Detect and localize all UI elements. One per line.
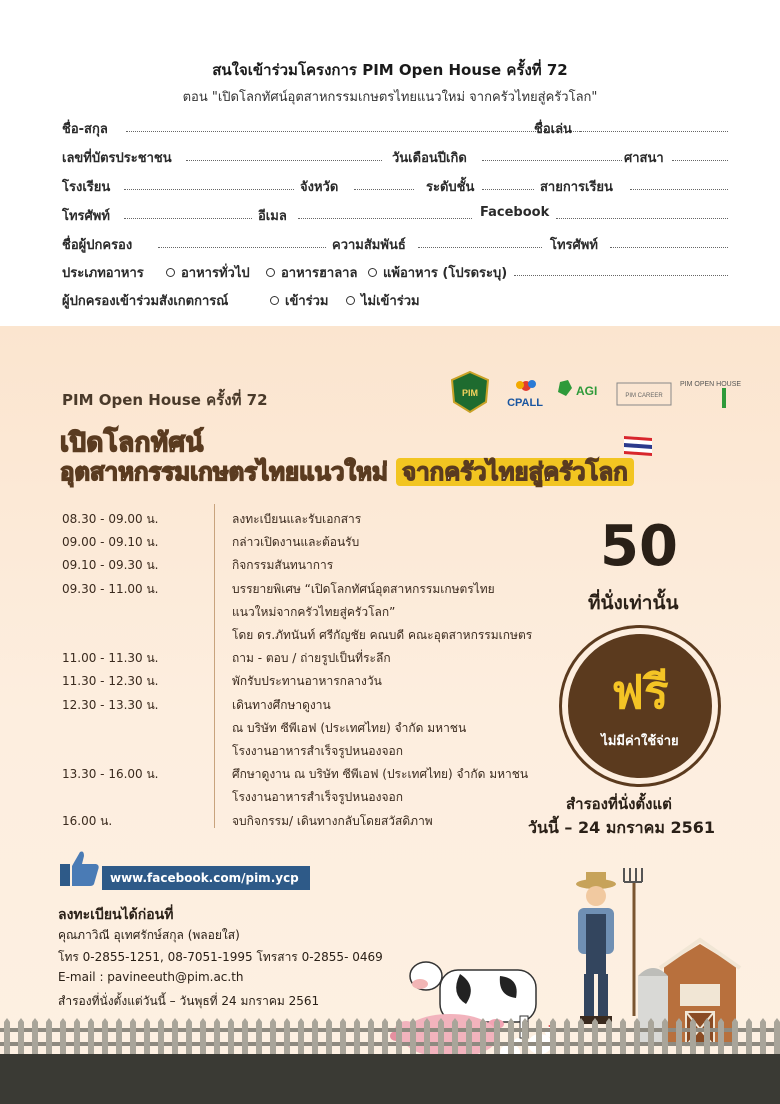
school-label: โรงเรียน [62,180,111,195]
free-badge-title: ฟรี [611,665,669,719]
agi-logo-icon [554,378,610,408]
schedule-time: 12.30 - 13.30 น. [62,697,159,712]
fence-post [648,1018,654,1056]
fence-post [522,1018,528,1056]
fence-post [438,1018,444,1056]
svg-text:AGI: AGI [576,384,598,398]
parent-label: ชื่อผู้ปกครอง [62,238,133,253]
seats-number: 50 [600,514,678,579]
facebook-link[interactable]: www.facebook.com/pim.ycp [102,866,310,890]
fence-post [186,1018,192,1056]
fence-post [340,1018,346,1056]
event-name: PIM Open House ครั้งที่ 72 [62,391,268,409]
fence-post [32,1018,38,1056]
fence-post [592,1018,598,1056]
fence-post [760,1018,766,1056]
radio-circle-icon [368,268,377,277]
fence-post [662,1018,668,1056]
fence-post [382,1018,388,1056]
radio-circle-icon [266,268,275,277]
schedule-time: 09.30 - 11.00 น. [62,581,159,596]
schedule-activity: กล่าวเปิดงานและต้อนรับ [232,535,360,550]
religion-field[interactable] [672,159,728,161]
fence-post [46,1018,52,1056]
headline-sub-part1: อุตสาหกรรมเกษตรไทยแนวใหม่ [60,458,388,486]
schedule-time: 16.00 น. [62,813,113,828]
free-badge [562,628,718,784]
headline-sub-highlight: จากครัวไทยสู่ครัวโลก [396,458,634,486]
email-label: อีเมล [258,209,287,224]
schedule-activity: ถาม - ตอบ / ถ่ายรูปเป็นที่ระลึก [232,651,391,666]
id-field[interactable] [186,159,382,161]
reserve-line-1: สำรองที่นั่งตั้งแต่ [566,795,672,813]
schedule-activity: โดย ดร.ภัทนันท์ ศรีกัญชัย คณบดี คณะอุตสาหกรรมเกษตร [232,628,533,642]
parent-phone-label: โทรศัพท์ [550,238,598,253]
birthdate-field[interactable] [482,159,622,161]
fence-post [130,1018,136,1056]
fence-post [746,1018,752,1056]
radio-circle-icon [166,268,175,277]
grade-label: ระดับชั้น [426,180,475,195]
fence-post [18,1018,24,1056]
fence-post [200,1018,206,1056]
food-option-halal[interactable]: อาหารฮาลาล [266,262,357,283]
contact-email: E-mail : pavineeuth@pim.ac.th [58,970,244,984]
contact-name: คุณภาวิณี อุเทศรักษ์สกุล (พลอยใส) [58,928,240,942]
seats-text: ที่นั่งเท่านั้น [588,592,679,614]
radio-circle-icon [270,296,279,305]
schedule-time: 11.00 - 11.30 น. [62,651,159,666]
province-label: จังหวัด [300,180,339,195]
fence-post [284,1018,290,1056]
relation-field[interactable] [418,246,542,248]
fence-post [424,1018,430,1056]
email-field[interactable] [298,217,472,219]
fence-post [550,1018,556,1056]
facebook-label: Facebook [480,205,550,220]
name-field[interactable] [126,130,586,132]
fence-post [4,1018,10,1056]
fence-post [256,1018,262,1056]
thumbs-up-icon [58,848,102,888]
schedule-activity: ณ บริษัท ซีพีเอฟ (ประเทศไทย) จำกัด มหาชน [232,720,467,735]
schedule-activity: กิจกรรมสันทนาการ [232,558,334,573]
schedule-time: 08.30 - 09.00 น. [62,512,159,526]
form-row-parent [62,234,732,254]
fence-post [312,1018,318,1056]
fence-post [676,1018,682,1056]
food-option-allergy[interactable]: แพ้อาหาร (โปรดระบุ) [368,262,507,283]
registration-form [0,0,780,326]
contact-deadline: สำรองที่นั่งตั้งแต่วันนี้ – วันพุธที่ 24 มกราคม 2561 [58,994,320,1008]
headline-main: เปิดโลกทัศน์ [60,428,204,458]
contact-phone: โทร 0-2855-1251, 08-7051-1995 โทรสาร 0-2855- 0469 [58,950,383,964]
svg-text:PIM OPEN HOUSE: PIM OPEN HOUSE [680,381,742,388]
schedule-activity: พักรับประทานอาหารกลางวัน [232,674,382,689]
fence-post [144,1018,150,1056]
pim-open-house-logo-icon [678,372,742,416]
form-row-school [62,176,732,196]
fence-post [242,1018,248,1056]
schedule-activity: เดินทางศึกษาดูงาน [232,697,331,712]
cpall-logo-icon [500,376,550,412]
fence-post [704,1018,710,1056]
fence-post [774,1018,780,1056]
fence-post [368,1018,374,1056]
form-row-attend [62,290,732,310]
phone-field[interactable] [124,217,252,219]
form-title: สนใจเข้าร่วมโครงการ PIM Open House ครั้งที่ 72 [212,61,568,79]
fence-post [74,1018,80,1056]
facebook-field[interactable] [556,217,728,219]
relation-label: ความสัมพันธ์ [332,238,406,253]
ground [0,1054,780,1104]
fence-post [564,1018,570,1056]
fence-post [158,1018,164,1056]
pim-career-logo-icon [616,382,672,406]
fence-post [634,1018,640,1056]
thai-flag-icon [622,434,654,458]
religion-label: ศาสนา [624,151,664,166]
form-row-name [62,118,732,138]
form-row-id [62,147,732,167]
fence-post [270,1018,276,1056]
form-subtitle: ตอน "เปิดโลกทัศน์อุตสาหกรรมเกษตรไทยแนวใหม่ จากครัวไทยสู่ครัวโลก" [182,90,598,105]
pim-logo-icon [448,370,492,414]
farmer-icon [576,868,642,1024]
schedule-activity: โรงงานอาหารสำเร็จรูปหนองจอก [232,744,403,758]
name-label: ชื่อ-สกุล [62,122,108,137]
form-row-food [62,262,732,282]
grade-field[interactable] [482,188,534,190]
fence-post [466,1018,472,1056]
event-poster [0,326,780,1104]
schedule-time: 09.00 - 09.10 น. [62,535,159,550]
schedule-activity: แนวใหม่จากครัวไทยสู่ครัวโลก” [232,604,396,619]
sponsor-logos [448,370,742,420]
fence-post [410,1018,416,1056]
parent-attend-label: ผู้ปกครองเข้าร่วมสังเกตการณ์ [62,294,229,309]
fence-post [228,1018,234,1056]
schedule-time: 13.30 - 16.00 น. [62,767,159,782]
program-label: สายการเรียน [540,180,613,195]
fence-post [536,1018,542,1056]
fence-post [620,1018,626,1056]
register-title: ลงทะเบียนได้ก่อนที่ [58,907,174,923]
school-field[interactable] [124,188,294,190]
fence-post [298,1018,304,1056]
fence-post [732,1018,738,1056]
svg-text:PIM: PIM [461,388,479,398]
fence-post [102,1018,108,1056]
allergy-field[interactable] [514,274,728,276]
headline-sub [60,452,634,491]
nickname-label: ชื่อเล่น [534,122,572,137]
fence-post [718,1018,724,1056]
province-field[interactable] [354,188,414,190]
fence-post [452,1018,458,1056]
fence-post [88,1018,94,1056]
schedule-activity: ลงทะเบียนและรับเอกสาร [232,512,362,526]
fence-post [690,1018,696,1056]
food-option-general[interactable]: อาหารทั่วไป [166,262,250,283]
birthdate-label: วันเดือนปีเกิด [392,151,467,166]
form-row-contact [62,205,732,225]
svg-text:PIM CAREER: PIM CAREER [625,393,663,399]
schedule-time: 11.30 - 12.30 น. [62,674,159,689]
schedule-activity: จบกิจกรรม/ เดินทางกลับโดยสวัสดิภาพ [232,813,433,828]
fence-post [60,1018,66,1056]
reserve-line-2: วันนี้ – 24 มกราคม 2561 [528,818,715,837]
food-label: ประเภทอาหาร [62,266,144,281]
program-field[interactable] [630,188,728,190]
fence-post [214,1018,220,1056]
free-badge-subtitle: ไม่มีค่าใช้จ่าย [601,734,679,749]
parent-phone-field[interactable] [610,246,728,248]
fence-post [578,1018,584,1056]
attend-option-yes[interactable]: เข้าร่วม [270,290,328,311]
phone-label: โทรศัพท์ [62,209,110,224]
nickname-field[interactable] [580,130,728,132]
fence-illustration [0,1016,780,1056]
schedule-time: 09.10 - 09.30 น. [62,558,159,573]
fence-post [508,1018,514,1056]
schedule-activity: โรงงานอาหารสำเร็จรูปหนองจอก [232,790,403,805]
fence-post [396,1018,402,1056]
fence-post [494,1018,500,1056]
fence-post [480,1018,486,1056]
fence-post [326,1018,332,1056]
svg-text:CPALL: CPALL [507,397,543,409]
fence-post [606,1018,612,1056]
fence-post [172,1018,178,1056]
fence-post [116,1018,122,1056]
fence-post [354,1018,360,1056]
schedule-activity: ศึกษาดูงาน ณ บริษัท ซีพีเอฟ (ประเทศไทย) จำกัด มหาชน [232,767,529,782]
parent-field[interactable] [158,246,326,248]
id-label: เลขที่บัตรประชาชน [62,151,172,166]
attend-option-no[interactable]: ไม่เข้าร่วม [346,290,420,311]
radio-circle-icon [346,296,355,305]
schedule-activity: บรรยายพิเศษ “เปิดโลกทัศน์อุตสาหกรรมเกษตรไทย [232,581,495,596]
